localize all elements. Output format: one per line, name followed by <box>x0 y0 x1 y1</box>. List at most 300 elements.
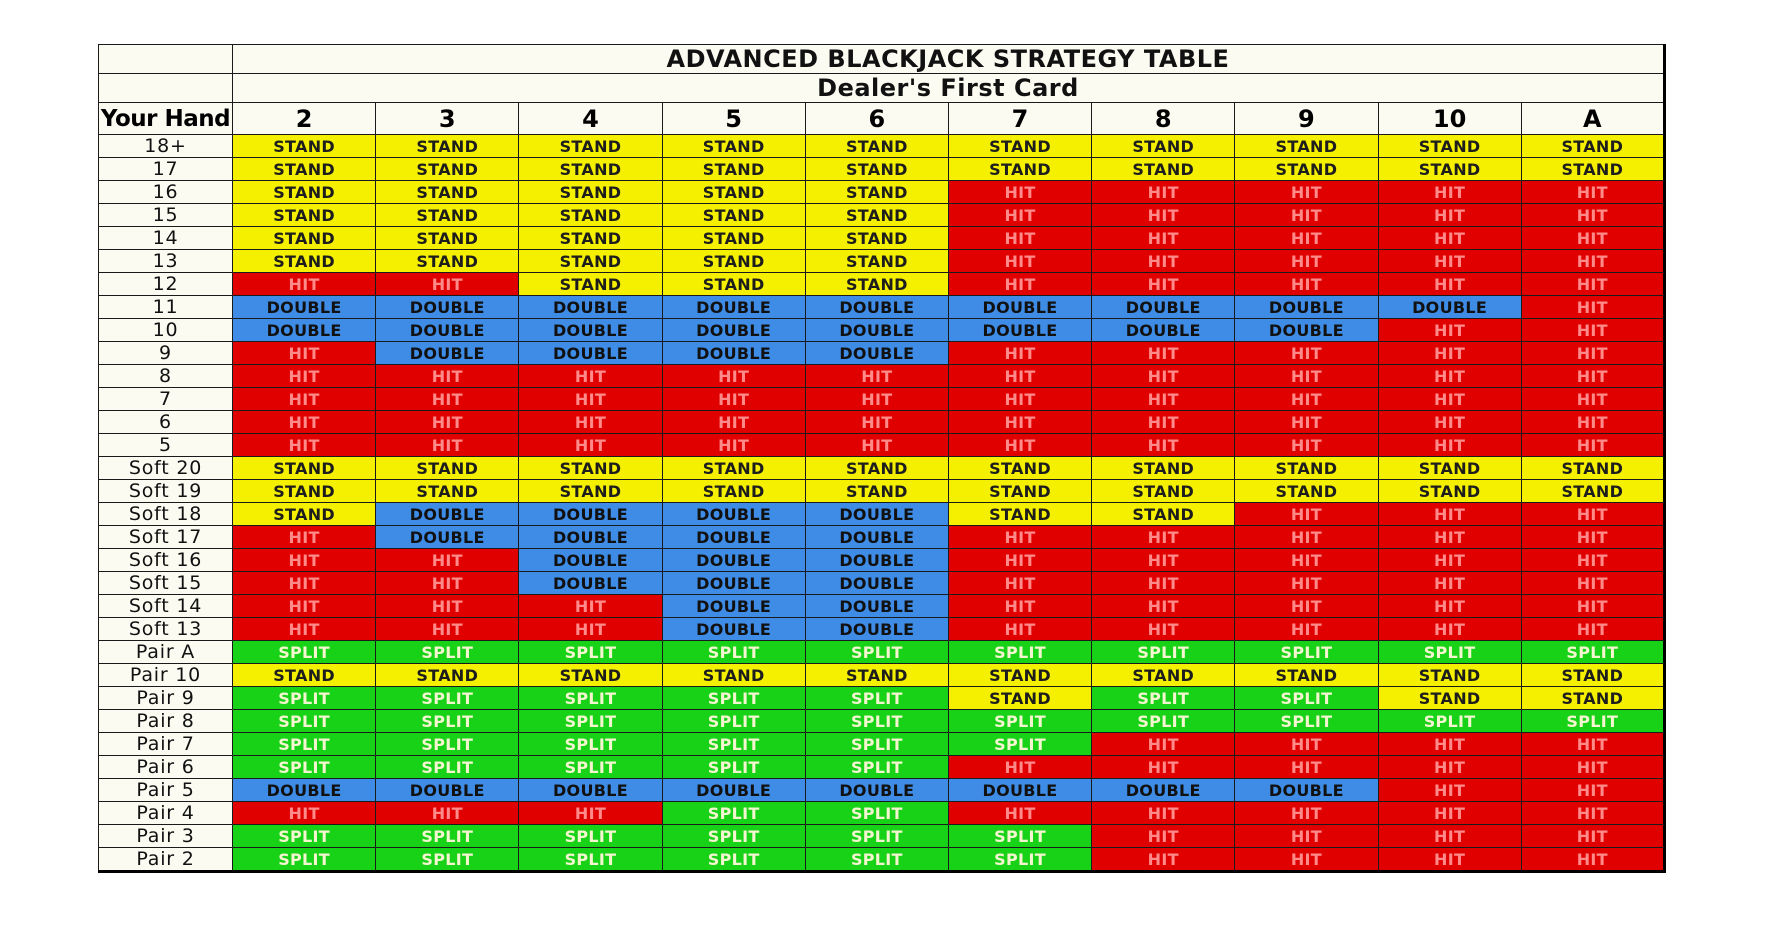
action-cell-hit: HIT <box>376 595 519 618</box>
action-cell-stand: STAND <box>662 135 805 158</box>
action-cell-double: DOUBLE <box>519 572 662 595</box>
action-cell-hit: HIT <box>1092 342 1235 365</box>
action-cell-stand: STAND <box>662 457 805 480</box>
action-cell-hit: HIT <box>1521 572 1664 595</box>
action-cell-hit: HIT <box>1378 848 1521 872</box>
action-cell-split: SPLIT <box>948 710 1091 733</box>
dealer-card-header: 10 <box>1378 103 1521 135</box>
title-row <box>99 45 1665 74</box>
action-cell-stand: STAND <box>805 158 948 181</box>
action-cell-hit: HIT <box>948 411 1091 434</box>
action-cell-stand: STAND <box>948 664 1091 687</box>
action-cell-hit: HIT <box>1092 250 1235 273</box>
action-cell-stand: STAND <box>233 158 376 181</box>
action-cell-double: DOUBLE <box>662 595 805 618</box>
action-cell-hit: HIT <box>233 572 376 595</box>
action-cell-hit: HIT <box>948 342 1091 365</box>
action-cell-split: SPLIT <box>233 756 376 779</box>
action-cell-hit: HIT <box>1235 733 1378 756</box>
table-row <box>99 319 1665 342</box>
action-cell-hit: HIT <box>1378 756 1521 779</box>
action-cell-split: SPLIT <box>1378 710 1521 733</box>
action-cell-double: DOUBLE <box>519 549 662 572</box>
table-row <box>99 388 1665 411</box>
action-cell-hit: HIT <box>948 227 1091 250</box>
corner-cell <box>99 45 233 74</box>
action-cell-hit: HIT <box>805 365 948 388</box>
table-row <box>99 457 1665 480</box>
table-row <box>99 296 1665 319</box>
action-cell-stand: STAND <box>805 181 948 204</box>
action-cell-hit: HIT <box>1235 549 1378 572</box>
table-row <box>99 227 1665 250</box>
action-cell-hit: HIT <box>1092 848 1235 872</box>
action-cell-split: SPLIT <box>376 733 519 756</box>
action-cell-stand: STAND <box>1521 480 1664 503</box>
action-cell-double: DOUBLE <box>662 296 805 319</box>
action-cell-hit: HIT <box>1235 503 1378 526</box>
action-cell-stand: STAND <box>1378 480 1521 503</box>
action-cell-double: DOUBLE <box>233 296 376 319</box>
hand-label: 12 <box>99 273 233 296</box>
action-cell-split: SPLIT <box>233 848 376 872</box>
hand-label: Soft 15 <box>99 572 233 595</box>
action-cell-stand: STAND <box>233 227 376 250</box>
table-row <box>99 825 1665 848</box>
action-cell-double: DOUBLE <box>376 779 519 802</box>
action-cell-hit: HIT <box>948 273 1091 296</box>
table-row <box>99 250 1665 273</box>
action-cell-split: SPLIT <box>1092 710 1235 733</box>
action-cell-split: SPLIT <box>233 710 376 733</box>
action-cell-hit: HIT <box>376 549 519 572</box>
action-cell-double: DOUBLE <box>1092 296 1235 319</box>
action-cell-split: SPLIT <box>519 710 662 733</box>
action-cell-hit: HIT <box>519 595 662 618</box>
action-cell-hit: HIT <box>948 618 1091 641</box>
action-cell-hit: HIT <box>376 618 519 641</box>
dealer-card-header: 8 <box>1092 103 1235 135</box>
action-cell-double: DOUBLE <box>805 572 948 595</box>
action-cell-stand: STAND <box>948 480 1091 503</box>
action-cell-split: SPLIT <box>233 641 376 664</box>
action-cell-hit: HIT <box>1378 411 1521 434</box>
action-cell-stand: STAND <box>376 227 519 250</box>
action-cell-double: DOUBLE <box>376 503 519 526</box>
hand-label: Pair 6 <box>99 756 233 779</box>
action-cell-hit: HIT <box>1521 503 1664 526</box>
table-body <box>99 135 1665 872</box>
action-cell-hit: HIT <box>1235 204 1378 227</box>
dealer-card-header: 9 <box>1235 103 1378 135</box>
action-cell-hit: HIT <box>1378 388 1521 411</box>
action-cell-stand: STAND <box>519 457 662 480</box>
action-cell-hit: HIT <box>1092 227 1235 250</box>
action-cell-hit: HIT <box>1521 227 1664 250</box>
action-cell-hit: HIT <box>1521 296 1664 319</box>
hand-label: Pair 10 <box>99 664 233 687</box>
action-cell-hit: HIT <box>376 802 519 825</box>
action-cell-hit: HIT <box>1235 227 1378 250</box>
action-cell-split: SPLIT <box>376 687 519 710</box>
action-cell-hit: HIT <box>948 549 1091 572</box>
action-cell-double: DOUBLE <box>519 342 662 365</box>
action-cell-hit: HIT <box>1235 825 1378 848</box>
action-cell-double: DOUBLE <box>376 526 519 549</box>
action-cell-stand: STAND <box>1378 664 1521 687</box>
action-cell-hit: HIT <box>1378 618 1521 641</box>
action-cell-hit: HIT <box>1378 434 1521 457</box>
action-cell-stand: STAND <box>662 273 805 296</box>
action-cell-split: SPLIT <box>662 825 805 848</box>
action-cell-stand: STAND <box>376 664 519 687</box>
action-cell-split: SPLIT <box>1378 641 1521 664</box>
action-cell-split: SPLIT <box>1092 687 1235 710</box>
action-cell-hit: HIT <box>948 250 1091 273</box>
action-cell-hit: HIT <box>805 434 948 457</box>
action-cell-hit: HIT <box>1235 388 1378 411</box>
column-header-row <box>99 103 1665 135</box>
action-cell-hit: HIT <box>1235 756 1378 779</box>
hand-label: Soft 19 <box>99 480 233 503</box>
action-cell-split: SPLIT <box>662 687 805 710</box>
action-cell-stand: STAND <box>376 158 519 181</box>
action-cell-hit: HIT <box>662 411 805 434</box>
action-cell-split: SPLIT <box>376 641 519 664</box>
action-cell-double: DOUBLE <box>519 779 662 802</box>
hand-label: 11 <box>99 296 233 319</box>
action-cell-hit: HIT <box>948 595 1091 618</box>
action-cell-stand: STAND <box>1092 457 1235 480</box>
action-cell-stand: STAND <box>805 273 948 296</box>
action-cell-stand: STAND <box>662 227 805 250</box>
action-cell-hit: HIT <box>1378 503 1521 526</box>
table-row <box>99 618 1665 641</box>
action-cell-stand: STAND <box>233 664 376 687</box>
action-cell-double: DOUBLE <box>519 503 662 526</box>
action-cell-double: DOUBLE <box>805 503 948 526</box>
action-cell-hit: HIT <box>948 802 1091 825</box>
action-cell-hit: HIT <box>1092 549 1235 572</box>
hand-label: Soft 16 <box>99 549 233 572</box>
action-cell-stand: STAND <box>805 227 948 250</box>
action-cell-split: SPLIT <box>1092 641 1235 664</box>
action-cell-hit: HIT <box>376 273 519 296</box>
action-cell-stand: STAND <box>233 204 376 227</box>
dealer-card-header: 3 <box>376 103 519 135</box>
action-cell-hit: HIT <box>1378 733 1521 756</box>
table-row <box>99 848 1665 872</box>
action-cell-hit: HIT <box>1092 572 1235 595</box>
action-cell-hit: HIT <box>1521 342 1664 365</box>
action-cell-stand: STAND <box>1235 158 1378 181</box>
table-row <box>99 204 1665 227</box>
action-cell-hit: HIT <box>1521 802 1664 825</box>
action-cell-hit: HIT <box>1092 411 1235 434</box>
table-row <box>99 273 1665 296</box>
action-cell-hit: HIT <box>376 434 519 457</box>
action-cell-hit: HIT <box>1092 595 1235 618</box>
action-cell-stand: STAND <box>805 457 948 480</box>
action-cell-hit: HIT <box>1521 365 1664 388</box>
hand-label: Pair 3 <box>99 825 233 848</box>
hand-label: 10 <box>99 319 233 342</box>
table-row <box>99 664 1665 687</box>
action-cell-stand: STAND <box>948 687 1091 710</box>
action-cell-hit: HIT <box>1378 802 1521 825</box>
table-row <box>99 549 1665 572</box>
action-cell-hit: HIT <box>1521 411 1664 434</box>
action-cell-stand: STAND <box>376 480 519 503</box>
action-cell-double: DOUBLE <box>1092 319 1235 342</box>
table-row <box>99 135 1665 158</box>
action-cell-hit: HIT <box>1235 250 1378 273</box>
action-cell-stand: STAND <box>1378 687 1521 710</box>
action-cell-stand: STAND <box>519 135 662 158</box>
action-cell-stand: STAND <box>376 135 519 158</box>
action-cell-hit: HIT <box>1378 227 1521 250</box>
action-cell-stand: STAND <box>1521 457 1664 480</box>
action-cell-hit: HIT <box>662 365 805 388</box>
action-cell-hit: HIT <box>376 388 519 411</box>
action-cell-hit: HIT <box>1092 434 1235 457</box>
hand-label: Pair A <box>99 641 233 664</box>
action-cell-split: SPLIT <box>519 733 662 756</box>
action-cell-stand: STAND <box>519 181 662 204</box>
action-cell-split: SPLIT <box>662 802 805 825</box>
action-cell-double: DOUBLE <box>1378 296 1521 319</box>
action-cell-stand: STAND <box>233 250 376 273</box>
action-cell-stand: STAND <box>519 273 662 296</box>
action-cell-split: SPLIT <box>805 756 948 779</box>
action-cell-stand: STAND <box>1235 664 1378 687</box>
action-cell-stand: STAND <box>519 250 662 273</box>
action-cell-split: SPLIT <box>233 825 376 848</box>
action-cell-stand: STAND <box>805 480 948 503</box>
action-cell-double: DOUBLE <box>662 342 805 365</box>
action-cell-hit: HIT <box>1092 733 1235 756</box>
action-cell-stand: STAND <box>233 135 376 158</box>
action-cell-double: DOUBLE <box>805 319 948 342</box>
action-cell-hit: HIT <box>233 342 376 365</box>
action-cell-hit: HIT <box>1235 595 1378 618</box>
action-cell-stand: STAND <box>1235 457 1378 480</box>
hand-label: Soft 13 <box>99 618 233 641</box>
action-cell-stand: STAND <box>376 457 519 480</box>
action-cell-hit: HIT <box>233 273 376 296</box>
action-cell-hit: HIT <box>519 802 662 825</box>
action-cell-double: DOUBLE <box>1235 779 1378 802</box>
hand-label: 5 <box>99 434 233 457</box>
action-cell-split: SPLIT <box>1521 710 1664 733</box>
table-title: ADVANCED BLACKJACK STRATEGY TABLE <box>233 45 1665 74</box>
action-cell-stand: STAND <box>233 480 376 503</box>
action-cell-hit: HIT <box>1521 848 1664 872</box>
action-cell-stand: STAND <box>233 181 376 204</box>
action-cell-hit: HIT <box>1235 526 1378 549</box>
action-cell-hit: HIT <box>233 434 376 457</box>
action-cell-stand: STAND <box>1092 158 1235 181</box>
action-cell-hit: HIT <box>805 388 948 411</box>
action-cell-split: SPLIT <box>662 710 805 733</box>
action-cell-hit: HIT <box>233 618 376 641</box>
action-cell-hit: HIT <box>1092 273 1235 296</box>
action-cell-double: DOUBLE <box>376 319 519 342</box>
action-cell-double: DOUBLE <box>519 319 662 342</box>
hand-label: Pair 2 <box>99 848 233 872</box>
corner-cell <box>99 74 233 103</box>
action-cell-hit: HIT <box>1521 181 1664 204</box>
action-cell-hit: HIT <box>233 802 376 825</box>
row-header-label: Your Hand <box>99 103 233 135</box>
table-row <box>99 641 1665 664</box>
action-cell-hit: HIT <box>1521 319 1664 342</box>
table-row <box>99 181 1665 204</box>
action-cell-hit: HIT <box>1092 181 1235 204</box>
action-cell-hit: HIT <box>948 365 1091 388</box>
action-cell-stand: STAND <box>519 480 662 503</box>
action-cell-hit: HIT <box>1235 572 1378 595</box>
hand-label: Soft 14 <box>99 595 233 618</box>
action-cell-hit: HIT <box>948 572 1091 595</box>
strategy-table <box>98 44 1666 873</box>
table-row <box>99 756 1665 779</box>
action-cell-hit: HIT <box>519 434 662 457</box>
action-cell-hit: HIT <box>519 411 662 434</box>
hand-label: 14 <box>99 227 233 250</box>
action-cell-hit: HIT <box>1378 342 1521 365</box>
action-cell-split: SPLIT <box>805 802 948 825</box>
hand-label: 9 <box>99 342 233 365</box>
table-row <box>99 411 1665 434</box>
action-cell-split: SPLIT <box>1235 687 1378 710</box>
table-row <box>99 710 1665 733</box>
action-cell-double: DOUBLE <box>519 526 662 549</box>
action-cell-split: SPLIT <box>233 687 376 710</box>
hand-label: Pair 9 <box>99 687 233 710</box>
table-row <box>99 595 1665 618</box>
action-cell-hit: HIT <box>1092 825 1235 848</box>
action-cell-split: SPLIT <box>805 733 948 756</box>
action-cell-hit: HIT <box>948 756 1091 779</box>
action-cell-hit: HIT <box>1378 250 1521 273</box>
action-cell-stand: STAND <box>805 250 948 273</box>
action-cell-stand: STAND <box>1092 503 1235 526</box>
dealer-card-header: 2 <box>233 103 376 135</box>
action-cell-hit: HIT <box>1521 618 1664 641</box>
hand-label: Soft 18 <box>99 503 233 526</box>
action-cell-hit: HIT <box>1378 779 1521 802</box>
action-cell-hit: HIT <box>519 388 662 411</box>
action-cell-stand: STAND <box>1235 480 1378 503</box>
hand-label: Pair 5 <box>99 779 233 802</box>
action-cell-split: SPLIT <box>376 825 519 848</box>
action-cell-hit: HIT <box>662 434 805 457</box>
action-cell-stand: STAND <box>1521 158 1664 181</box>
action-cell-hit: HIT <box>233 595 376 618</box>
action-cell-split: SPLIT <box>948 733 1091 756</box>
action-cell-hit: HIT <box>1378 365 1521 388</box>
action-cell-hit: HIT <box>1521 250 1664 273</box>
action-cell-double: DOUBLE <box>662 526 805 549</box>
action-cell-hit: HIT <box>233 365 376 388</box>
action-cell-split: SPLIT <box>519 825 662 848</box>
action-cell-hit: HIT <box>1521 204 1664 227</box>
action-cell-stand: STAND <box>376 181 519 204</box>
action-cell-double: DOUBLE <box>805 779 948 802</box>
action-cell-split: SPLIT <box>662 641 805 664</box>
action-cell-split: SPLIT <box>805 710 948 733</box>
action-cell-hit: HIT <box>519 365 662 388</box>
action-cell-hit: HIT <box>233 526 376 549</box>
action-cell-hit: HIT <box>376 365 519 388</box>
action-cell-stand: STAND <box>948 158 1091 181</box>
hand-label: 13 <box>99 250 233 273</box>
action-cell-stand: STAND <box>662 181 805 204</box>
table-row <box>99 526 1665 549</box>
action-cell-double: DOUBLE <box>662 549 805 572</box>
action-cell-hit: HIT <box>1378 204 1521 227</box>
action-cell-stand: STAND <box>662 250 805 273</box>
action-cell-hit: HIT <box>1235 802 1378 825</box>
table-row <box>99 572 1665 595</box>
action-cell-hit: HIT <box>948 181 1091 204</box>
action-cell-stand: STAND <box>662 204 805 227</box>
action-cell-stand: STAND <box>519 664 662 687</box>
action-cell-double: DOUBLE <box>805 526 948 549</box>
action-cell-split: SPLIT <box>662 756 805 779</box>
action-cell-hit: HIT <box>376 411 519 434</box>
table-subtitle: Dealer's First Card <box>233 74 1665 103</box>
action-cell-hit: HIT <box>1092 204 1235 227</box>
action-cell-double: DOUBLE <box>805 595 948 618</box>
action-cell-stand: STAND <box>1378 135 1521 158</box>
action-cell-hit: HIT <box>1521 434 1664 457</box>
action-cell-hit: HIT <box>805 411 948 434</box>
action-cell-hit: HIT <box>1521 779 1664 802</box>
hand-label: 6 <box>99 411 233 434</box>
action-cell-stand: STAND <box>662 480 805 503</box>
action-cell-hit: HIT <box>1521 825 1664 848</box>
action-cell-stand: STAND <box>805 135 948 158</box>
dealer-card-header: 4 <box>519 103 662 135</box>
action-cell-hit: HIT <box>662 388 805 411</box>
table-row <box>99 480 1665 503</box>
action-cell-hit: HIT <box>1378 595 1521 618</box>
action-cell-hit: HIT <box>1521 595 1664 618</box>
action-cell-hit: HIT <box>1521 756 1664 779</box>
action-cell-double: DOUBLE <box>1235 296 1378 319</box>
action-cell-stand: STAND <box>1521 664 1664 687</box>
action-cell-stand: STAND <box>1521 687 1664 710</box>
action-cell-hit: HIT <box>948 204 1091 227</box>
hand-label: 15 <box>99 204 233 227</box>
dealer-card-header: 6 <box>805 103 948 135</box>
action-cell-double: DOUBLE <box>805 618 948 641</box>
action-cell-hit: HIT <box>948 526 1091 549</box>
action-cell-stand: STAND <box>519 204 662 227</box>
action-cell-stand: STAND <box>948 135 1091 158</box>
action-cell-stand: STAND <box>233 457 376 480</box>
action-cell-double: DOUBLE <box>948 319 1091 342</box>
action-cell-hit: HIT <box>1092 365 1235 388</box>
hand-label: 18+ <box>99 135 233 158</box>
action-cell-hit: HIT <box>1378 181 1521 204</box>
action-cell-double: DOUBLE <box>662 319 805 342</box>
action-cell-split: SPLIT <box>1235 641 1378 664</box>
action-cell-double: DOUBLE <box>662 572 805 595</box>
action-cell-split: SPLIT <box>1235 710 1378 733</box>
